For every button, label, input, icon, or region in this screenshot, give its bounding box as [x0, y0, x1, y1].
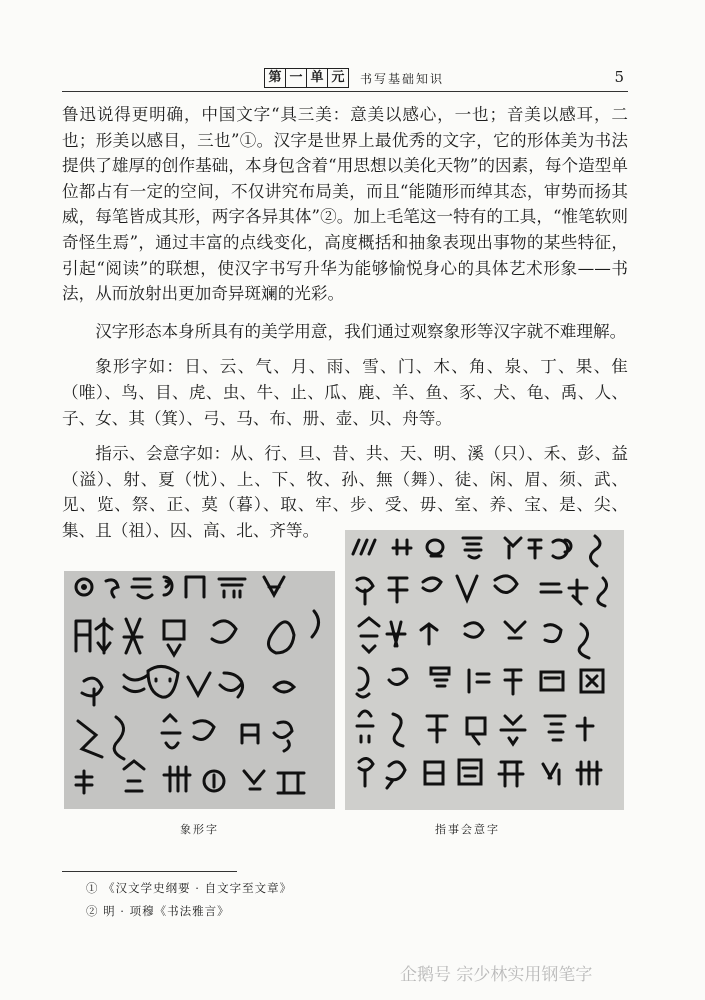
footnote-2: ② 明 · 项穆《书法雅言》 — [86, 904, 230, 918]
watermark: 企鹅号 宗少林实用钢笔字 — [400, 965, 593, 985]
paragraph: 指示、会意字如：从、行、旦、昔、共、天、明、溪（只）、禾、彭、益（溢）、射、夏（忧）、上、下、牧、孙、無（舞）、徒、闲、眉、须、武、见、览、祭、正、莫（暮）、取、牢、步、受、毋、室、养、宝、是、尖、集、且（祖）、囚、高、北、齐等。 — [62, 444, 628, 540]
unit-char: 单 — [306, 68, 328, 88]
paragraph: 鲁迅说得更明确，中国文字“具三美：意美以感心，一也；音美以感耳，二也；形美以感目，三也”①。汉字是世界上最优秀的文字，它的形体美为书法提供了雄厚的创作基础，本身包含着“用思想以美化天物”的因素，每个造型单位都占有一定的空间，不仅讲究布局美，而且“能随形而绰其态，审势而扬其威，每笔皆成其形，两字各异其体”②。加上毛笔这一特有的工具，“惟笔软则奇怪生焉”，通过丰富的点线变化，高度概括和抽象表现出事物的某些特征，引起“阅读”的联想，使汉字书写升华为能够愉悦身心的具体艺术形象——书法，从而放射出更加奇异斑斓的光彩。 — [62, 105, 628, 304]
pictograph-image — [64, 571, 335, 809]
section-title: 书写基础知识 — [360, 72, 445, 86]
body-text — [62, 102, 628, 544]
ideograph-image — [345, 530, 624, 810]
pictograph-glyphs — [64, 571, 335, 809]
unit-char: 元 — [327, 68, 349, 88]
unit-label — [264, 68, 348, 88]
paragraph: 象形字如：日、云、气、月、雨、雪、门、木、角、泉、丁、果、隹（唯）、鸟、目、虎、虫、牛、止、瓜、鹿、羊、鱼、豕、犬、龟、禹、人、子、女、其（箕）、弓、马、布、册、壶、贝、舟等。 — [62, 357, 628, 428]
page-header — [62, 66, 628, 90]
figure-caption-left: 象形字 — [180, 823, 219, 836]
unit-char: 一 — [285, 68, 307, 88]
footnote-1: ① 《汉文学史纲要 · 自文字至文章》 — [86, 881, 293, 895]
page-number: 5 — [614, 68, 624, 86]
paragraph: 汉字形态本身所具有的美学用意，我们通过观察象形等汉字就不难理解。 — [95, 321, 627, 341]
figure-caption-right: 指事会意字 — [435, 823, 500, 836]
ideograph-glyphs — [345, 530, 624, 810]
header-rule — [62, 91, 628, 92]
unit-char: 第 — [264, 68, 286, 88]
footnote-rule — [62, 871, 237, 872]
